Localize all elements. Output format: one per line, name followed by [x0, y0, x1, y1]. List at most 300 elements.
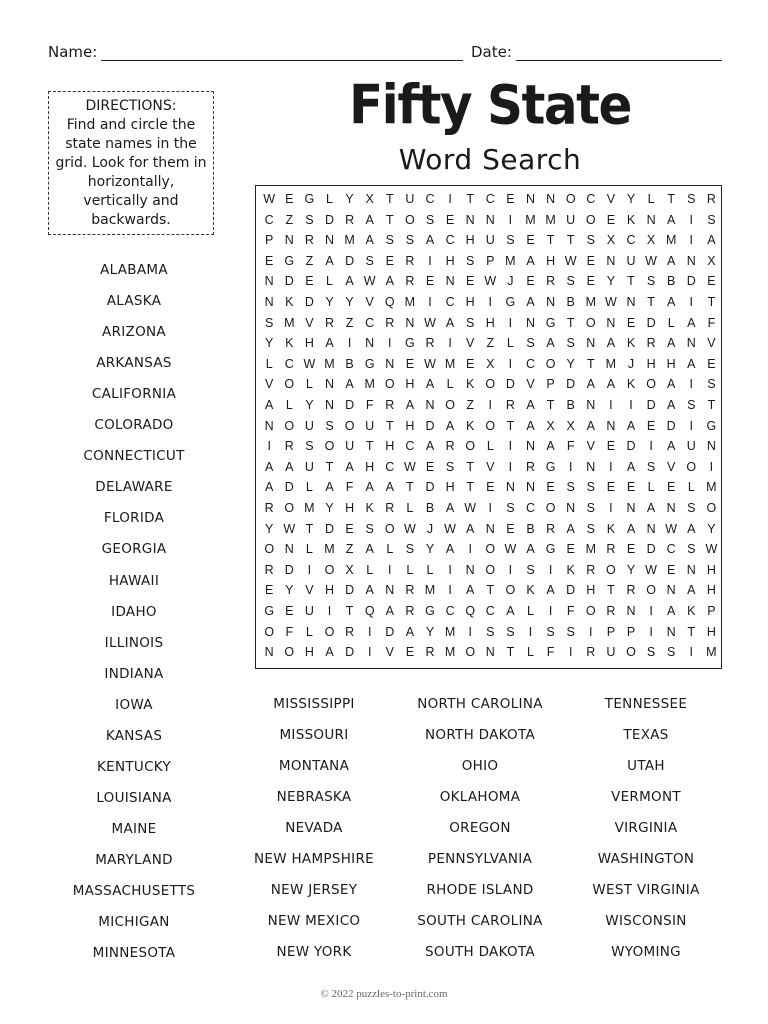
grid-letter[interactable]: D: [385, 624, 395, 639]
grid-letter[interactable]: A: [385, 274, 394, 289]
grid-letter[interactable]: E: [305, 274, 314, 289]
grid-letter[interactable]: T: [466, 459, 475, 474]
grid-letter[interactable]: Y: [305, 398, 314, 412]
grid-letter[interactable]: E: [425, 274, 435, 289]
grid-letter[interactable]: R: [385, 501, 395, 515]
grid-letter[interactable]: S: [466, 253, 475, 268]
grid-letter[interactable]: Y: [265, 521, 274, 536]
grid-letter[interactable]: Q: [465, 604, 476, 618]
grid-letter[interactable]: S: [526, 336, 535, 351]
grid-letter[interactable]: S: [405, 233, 415, 248]
grid-letter[interactable]: R: [405, 274, 415, 289]
grid-letter[interactable]: M: [706, 480, 717, 495]
grid-letter[interactable]: G: [545, 459, 556, 474]
grid-letter[interactable]: U: [304, 418, 314, 433]
grid-letter[interactable]: A: [546, 336, 555, 351]
grid-letter[interactable]: I: [689, 645, 694, 660]
grid-letter[interactable]: U: [304, 604, 314, 618]
grid-letter[interactable]: A: [546, 439, 555, 454]
grid-letter[interactable]: K: [626, 336, 636, 351]
grid-letter[interactable]: D: [304, 295, 314, 309]
grid-letter[interactable]: M: [344, 233, 355, 248]
grid-letter[interactable]: D: [626, 439, 636, 454]
grid-letter[interactable]: O: [264, 624, 275, 639]
grid-letter[interactable]: S: [425, 212, 435, 227]
grid-letter[interactable]: I: [609, 501, 613, 515]
grid-letter[interactable]: D: [284, 480, 294, 495]
grid-letter[interactable]: N: [264, 295, 274, 309]
grid-letter[interactable]: A: [667, 253, 676, 268]
grid-letter[interactable]: A: [365, 480, 374, 495]
grid-letter[interactable]: W: [645, 562, 657, 577]
grid-letter[interactable]: I: [367, 645, 372, 660]
grid-letter[interactable]: N: [385, 583, 395, 598]
grid-letter[interactable]: M: [665, 233, 677, 248]
grid-letter[interactable]: E: [626, 542, 636, 557]
grid-letter[interactable]: E: [506, 521, 515, 536]
grid-letter[interactable]: A: [365, 233, 374, 248]
grid-letter[interactable]: G: [364, 356, 375, 371]
grid-letter[interactable]: O: [585, 212, 596, 227]
grid-letter[interactable]: C: [525, 356, 535, 371]
grid-letter[interactable]: O: [465, 645, 476, 660]
grid-letter[interactable]: F: [566, 604, 575, 618]
puzzle-grid[interactable]: [255, 185, 722, 669]
grid-letter[interactable]: C: [445, 604, 455, 618]
grid-letter[interactable]: Z: [305, 253, 314, 268]
grid-letter[interactable]: I: [448, 192, 452, 206]
grid-letter[interactable]: Y: [325, 501, 334, 515]
grid-letter[interactable]: A: [667, 295, 676, 309]
grid-letter[interactable]: C: [485, 192, 495, 206]
grid-letter[interactable]: U: [626, 253, 636, 268]
grid-letter[interactable]: E: [345, 521, 354, 536]
grid-letter[interactable]: C: [626, 233, 636, 248]
grid-letter[interactable]: G: [304, 192, 315, 206]
grid-letter[interactable]: S: [365, 521, 374, 536]
grid-letter[interactable]: S: [707, 212, 716, 227]
grid-letter[interactable]: I: [629, 398, 633, 412]
grid-letter[interactable]: C: [485, 604, 495, 618]
grid-letter[interactable]: R: [405, 604, 415, 618]
grid-letter[interactable]: U: [405, 192, 415, 206]
grid-letter[interactable]: N: [284, 233, 294, 248]
grid-letter[interactable]: H: [345, 501, 355, 515]
grid-letter[interactable]: T: [586, 356, 595, 371]
grid-letter[interactable]: R: [525, 459, 535, 474]
grid-letter[interactable]: Z: [345, 542, 354, 557]
grid-letter[interactable]: O: [565, 192, 576, 206]
grid-letter[interactable]: S: [325, 418, 334, 433]
grid-letter[interactable]: E: [626, 480, 636, 495]
grid-letter[interactable]: A: [687, 521, 696, 536]
grid-letter[interactable]: L: [265, 356, 273, 371]
grid-letter[interactable]: I: [307, 562, 312, 577]
grid-letter[interactable]: E: [707, 356, 716, 371]
grid-letter[interactable]: H: [485, 315, 495, 330]
grid-letter[interactable]: F: [345, 480, 354, 495]
grid-letter[interactable]: T: [305, 521, 314, 536]
grid-letter[interactable]: C: [405, 439, 415, 454]
grid-letter[interactable]: C: [284, 356, 294, 371]
grid-letter[interactable]: O: [585, 315, 596, 330]
grid-letter[interactable]: O: [324, 562, 335, 577]
grid-letter[interactable]: X: [345, 562, 354, 577]
grid-letter[interactable]: R: [425, 645, 435, 660]
grid-letter[interactable]: E: [526, 274, 535, 289]
grid-letter[interactable]: N: [264, 274, 274, 289]
grid-letter[interactable]: R: [304, 233, 314, 248]
grid-letter[interactable]: X: [606, 233, 616, 248]
grid-letter[interactable]: R: [425, 336, 435, 351]
grid-letter[interactable]: Q: [364, 604, 375, 618]
grid-letter[interactable]: L: [305, 624, 313, 639]
grid-letter[interactable]: V: [606, 192, 616, 206]
grid-letter[interactable]: K: [285, 295, 294, 309]
grid-letter[interactable]: N: [546, 295, 556, 309]
grid-letter[interactable]: C: [365, 315, 375, 330]
grid-letter[interactable]: I: [528, 624, 533, 639]
name-field[interactable]: [48, 42, 463, 61]
grid-letter[interactable]: K: [626, 377, 636, 392]
grid-letter[interactable]: H: [445, 253, 455, 268]
grid-letter[interactable]: O: [485, 377, 496, 392]
grid-letter[interactable]: S: [305, 439, 314, 454]
grid-letter[interactable]: A: [626, 521, 636, 536]
grid-letter[interactable]: A: [667, 439, 676, 454]
grid-letter[interactable]: C: [385, 459, 395, 474]
grid-letter[interactable]: I: [468, 624, 472, 639]
grid-letter[interactable]: O: [585, 604, 596, 618]
grid-letter[interactable]: G: [505, 295, 516, 309]
grid-letter[interactable]: D: [505, 377, 515, 392]
grid-letter[interactable]: R: [284, 439, 294, 454]
grid-letter[interactable]: E: [707, 274, 716, 289]
grid-letter[interactable]: S: [646, 274, 656, 289]
grid-letter[interactable]: T: [667, 192, 676, 206]
grid-letter[interactable]: D: [646, 398, 656, 412]
grid-letter[interactable]: U: [365, 418, 375, 433]
grid-letter[interactable]: W: [464, 501, 477, 515]
grid-letter[interactable]: G: [264, 604, 275, 618]
grid-letter[interactable]: R: [405, 253, 415, 268]
grid-letter[interactable]: D: [345, 253, 355, 268]
grid-letter[interactable]: T: [506, 418, 515, 433]
grid-letter[interactable]: B: [526, 521, 535, 536]
grid-letter[interactable]: S: [566, 336, 575, 351]
grid-letter[interactable]: L: [326, 192, 333, 206]
grid-letter[interactable]: S: [667, 645, 676, 660]
grid-letter[interactable]: K: [687, 604, 696, 618]
grid-letter[interactable]: I: [689, 295, 694, 309]
grid-letter[interactable]: O: [405, 212, 415, 227]
grid-letter[interactable]: R: [264, 562, 274, 577]
grid-letter[interactable]: A: [445, 315, 455, 330]
grid-letter[interactable]: K: [466, 418, 475, 433]
grid-letter[interactable]: P: [626, 624, 636, 639]
grid-letter[interactable]: L: [285, 398, 293, 412]
grid-letter[interactable]: S: [305, 212, 314, 227]
grid-letter[interactable]: N: [365, 336, 375, 351]
grid-letter[interactable]: W: [705, 542, 718, 557]
grid-letter[interactable]: I: [508, 315, 513, 330]
grid-letter[interactable]: L: [446, 377, 454, 392]
grid-letter[interactable]: F: [707, 315, 716, 330]
grid-letter[interactable]: P: [546, 377, 555, 392]
grid-letter[interactable]: E: [606, 480, 616, 495]
grid-letter[interactable]: O: [284, 377, 295, 392]
grid-letter[interactable]: O: [626, 645, 636, 660]
grid-letter[interactable]: W: [424, 356, 436, 371]
grid-letter[interactable]: Z: [345, 315, 354, 330]
grid-letter[interactable]: L: [406, 501, 414, 515]
grid-letter[interactable]: R: [606, 542, 616, 557]
grid-letter[interactable]: A: [405, 624, 415, 639]
grid-letter[interactable]: A: [365, 583, 374, 598]
grid-letter[interactable]: I: [428, 295, 432, 309]
grid-letter[interactable]: A: [445, 542, 455, 557]
grid-letter[interactable]: P: [486, 253, 495, 268]
grid-letter[interactable]: K: [606, 521, 616, 536]
grid-letter[interactable]: W: [645, 253, 657, 268]
grid-letter[interactable]: N: [485, 521, 495, 536]
grid-letter[interactable]: N: [566, 501, 576, 515]
grid-letter[interactable]: L: [305, 480, 313, 495]
grid-letter[interactable]: H: [385, 439, 395, 454]
grid-letter[interactable]: L: [486, 439, 494, 454]
grid-letter[interactable]: B: [566, 295, 575, 309]
grid-letter[interactable]: W: [363, 274, 376, 289]
grid-letter[interactable]: S: [506, 233, 515, 248]
grid-letter[interactable]: E: [566, 542, 575, 557]
grid-letter[interactable]: K: [526, 583, 535, 598]
grid-letter[interactable]: E: [385, 253, 394, 268]
grid-letter[interactable]: N: [485, 212, 495, 227]
grid-letter[interactable]: C: [445, 233, 455, 248]
grid-letter[interactable]: E: [626, 315, 636, 330]
grid-letter[interactable]: I: [689, 212, 694, 227]
grid-letter[interactable]: E: [405, 645, 415, 660]
grid-letter[interactable]: N: [666, 624, 676, 639]
grid-letter[interactable]: S: [566, 274, 575, 289]
grid-letter[interactable]: E: [265, 253, 274, 268]
grid-letter[interactable]: N: [606, 315, 616, 330]
grid-letter[interactable]: X: [566, 418, 575, 433]
grid-letter[interactable]: N: [525, 439, 535, 454]
grid-letter[interactable]: Y: [345, 192, 354, 206]
grid-letter[interactable]: S: [566, 480, 575, 495]
grid-letter[interactable]: Y: [265, 336, 274, 351]
grid-letter[interactable]: R: [626, 583, 636, 598]
grid-letter[interactable]: A: [405, 398, 415, 412]
grid-letter[interactable]: G: [405, 336, 415, 351]
grid-letter[interactable]: T: [466, 192, 475, 206]
grid-letter[interactable]: W: [403, 521, 416, 536]
grid-letter[interactable]: D: [345, 645, 355, 660]
grid-letter[interactable]: I: [508, 439, 513, 454]
grid-letter[interactable]: W: [484, 274, 497, 289]
grid-letter[interactable]: T: [647, 295, 655, 309]
grid-letter[interactable]: R: [505, 398, 515, 412]
grid-letter[interactable]: I: [689, 233, 694, 248]
grid-letter[interactable]: A: [606, 377, 616, 392]
date-field[interactable]: [471, 42, 722, 61]
grid-letter[interactable]: R: [445, 439, 455, 454]
grid-letter[interactable]: P: [606, 624, 616, 639]
grid-letter[interactable]: C: [586, 192, 596, 206]
grid-letter[interactable]: A: [345, 274, 354, 289]
grid-letter[interactable]: I: [548, 562, 553, 577]
grid-letter[interactable]: I: [347, 336, 352, 351]
grid-letter[interactable]: S: [265, 315, 274, 330]
grid-letter[interactable]: S: [646, 459, 656, 474]
grid-letter[interactable]: A: [626, 418, 636, 433]
grid-letter[interactable]: E: [425, 459, 435, 474]
grid-letter[interactable]: Z: [486, 336, 495, 351]
grid-letter[interactable]: D: [646, 542, 656, 557]
grid-letter[interactable]: G: [706, 418, 717, 433]
grid-letter[interactable]: B: [667, 274, 676, 289]
grid-letter[interactable]: V: [385, 645, 394, 660]
grid-letter[interactable]: M: [444, 356, 456, 371]
grid-letter[interactable]: N: [666, 501, 676, 515]
grid-letter[interactable]: H: [706, 624, 716, 639]
grid-letter[interactable]: A: [445, 418, 455, 433]
grid-letter[interactable]: O: [264, 542, 275, 557]
grid-letter[interactable]: T: [546, 398, 555, 412]
grid-letter[interactable]: R: [385, 398, 395, 412]
grid-letter[interactable]: L: [386, 542, 394, 557]
grid-letter[interactable]: Z: [466, 398, 475, 412]
grid-letter[interactable]: L: [366, 562, 374, 577]
grid-letter[interactable]: S: [526, 562, 535, 577]
grid-letter[interactable]: A: [466, 583, 475, 598]
grid-letter[interactable]: A: [526, 398, 535, 412]
grid-letter[interactable]: I: [568, 459, 573, 474]
grid-letter[interactable]: K: [566, 562, 575, 577]
grid-letter[interactable]: O: [324, 439, 335, 454]
grid-letter[interactable]: E: [265, 583, 274, 598]
grid-letter[interactable]: A: [667, 336, 676, 351]
grid-letter[interactable]: A: [425, 377, 435, 392]
grid-letter[interactable]: N: [445, 274, 455, 289]
grid-letter[interactable]: S: [506, 624, 515, 639]
grid-letter[interactable]: I: [609, 398, 613, 412]
grid-letter[interactable]: O: [485, 542, 496, 557]
grid-letter[interactable]: I: [327, 604, 332, 618]
grid-letter[interactable]: D: [345, 583, 355, 598]
grid-letter[interactable]: N: [626, 501, 636, 515]
grid-letter[interactable]: T: [607, 583, 615, 598]
grid-letter[interactable]: I: [428, 253, 432, 268]
grid-letter[interactable]: I: [649, 439, 653, 454]
grid-letter[interactable]: S: [385, 233, 394, 248]
grid-letter[interactable]: A: [345, 459, 354, 474]
grid-letter[interactable]: H: [304, 645, 314, 660]
grid-letter[interactable]: O: [646, 377, 656, 392]
grid-letter[interactable]: N: [666, 583, 676, 598]
grid-letter[interactable]: S: [646, 645, 656, 660]
grid-letter[interactable]: L: [527, 645, 534, 660]
grid-letter[interactable]: A: [325, 480, 334, 495]
grid-letter[interactable]: V: [667, 459, 676, 474]
grid-letter[interactable]: N: [485, 645, 495, 660]
grid-letter[interactable]: N: [324, 377, 334, 392]
grid-letter[interactable]: F: [566, 439, 575, 454]
grid-letter[interactable]: L: [687, 480, 695, 495]
grid-letter[interactable]: R: [405, 583, 415, 598]
grid-letter[interactable]: E: [586, 253, 595, 268]
grid-letter[interactable]: M: [324, 356, 335, 371]
grid-letter[interactable]: T: [506, 645, 515, 660]
grid-letter[interactable]: Z: [285, 212, 294, 227]
grid-letter[interactable]: K: [626, 212, 636, 227]
grid-letter[interactable]: Y: [566, 356, 575, 371]
grid-letter[interactable]: V: [707, 336, 716, 351]
grid-letter[interactable]: R: [546, 521, 556, 536]
grid-letter[interactable]: L: [426, 562, 434, 577]
grid-letter[interactable]: M: [444, 645, 456, 660]
grid-letter[interactable]: O: [545, 356, 556, 371]
grid-letter[interactable]: I: [448, 336, 452, 351]
grid-letter[interactable]: S: [486, 624, 495, 639]
grid-letter[interactable]: G: [545, 315, 556, 330]
grid-letter[interactable]: O: [324, 624, 335, 639]
grid-letter[interactable]: G: [545, 542, 556, 557]
grid-letter[interactable]: N: [525, 480, 535, 495]
grid-letter[interactable]: A: [265, 459, 274, 474]
grid-letter[interactable]: U: [485, 233, 495, 248]
grid-letter[interactable]: A: [586, 418, 595, 433]
grid-letter[interactable]: M: [706, 645, 717, 660]
grid-letter[interactable]: N: [405, 315, 415, 330]
grid-letter[interactable]: N: [324, 398, 334, 412]
grid-letter[interactable]: I: [388, 562, 392, 577]
grid-letter[interactable]: N: [505, 480, 515, 495]
grid-letter[interactable]: S: [687, 192, 696, 206]
grid-letter[interactable]: U: [686, 439, 696, 454]
grid-letter[interactable]: A: [687, 583, 696, 598]
grid-letter[interactable]: A: [667, 604, 676, 618]
grid-letter[interactable]: H: [706, 583, 716, 598]
grid-letter[interactable]: A: [526, 253, 535, 268]
grid-letter[interactable]: O: [706, 501, 717, 515]
grid-letter[interactable]: N: [646, 521, 656, 536]
grid-letter[interactable]: E: [466, 274, 475, 289]
grid-letter[interactable]: S: [707, 377, 716, 392]
grid-letter[interactable]: W: [504, 542, 517, 557]
grid-letter[interactable]: I: [488, 295, 493, 309]
grid-letter[interactable]: E: [285, 604, 294, 618]
grid-letter[interactable]: I: [508, 562, 513, 577]
grid-letter[interactable]: D: [284, 562, 294, 577]
grid-letter[interactable]: H: [365, 459, 375, 474]
grid-letter[interactable]: Y: [626, 562, 636, 577]
grid-letter[interactable]: M: [304, 501, 315, 515]
grid-letter[interactable]: U: [304, 459, 314, 474]
grid-letter[interactable]: I: [448, 562, 452, 577]
grid-letter[interactable]: R: [546, 274, 556, 289]
grid-letter[interactable]: R: [345, 212, 355, 227]
grid-letter[interactable]: A: [667, 212, 676, 227]
grid-letter[interactable]: O: [384, 521, 395, 536]
grid-letter[interactable]: L: [326, 274, 333, 289]
grid-letter[interactable]: I: [609, 459, 613, 474]
grid-letter[interactable]: E: [646, 418, 656, 433]
grid-letter[interactable]: K: [285, 336, 294, 351]
grid-letter[interactable]: N: [465, 212, 475, 227]
grid-letter[interactable]: Y: [606, 274, 616, 289]
